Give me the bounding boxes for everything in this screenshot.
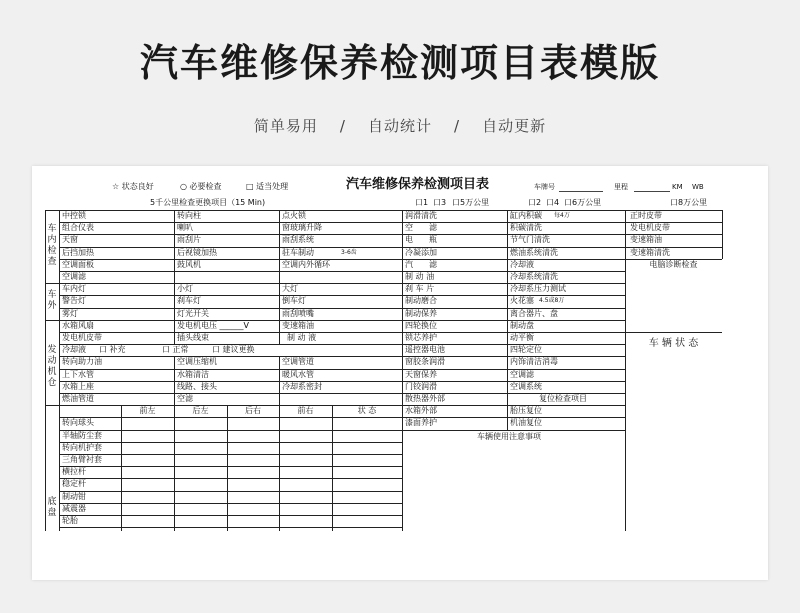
grid-line (279, 259, 280, 271)
inspection-item: 水箱外部 (405, 406, 437, 416)
chassis-item: 轮胎 (62, 516, 78, 525)
mileage-field[interactable] (634, 191, 670, 192)
grid-line (279, 283, 280, 295)
inspection-item: 窗胶条润滑 (405, 357, 445, 367)
wheel-header: 前右 (297, 406, 314, 416)
item-brake-fluid: 制 动 液 (287, 333, 317, 342)
inspection-item: 电 瓶 (405, 235, 437, 245)
legend-fix: □ 适当处理 (246, 182, 289, 191)
inspection-item: 内饰清洁消毒 (510, 357, 558, 367)
inspection-item: 制动盘 (510, 320, 534, 330)
grid-line (59, 417, 402, 418)
legend-good: ☆ 状态良好 (112, 182, 154, 191)
grid-line (174, 308, 175, 320)
inspection-item: 冷却液 (510, 259, 534, 269)
grid-line (174, 332, 175, 344)
grid-line (279, 356, 280, 368)
chassis-item: 半轴防尘套 (62, 430, 102, 440)
grid-line (279, 393, 280, 405)
form-sheet (32, 166, 768, 580)
grid-line (174, 405, 175, 531)
form-title: 汽车维修保养检测项目表 (346, 177, 490, 192)
tag-easy: 简单易用 (253, 117, 318, 135)
inspection-item: 正时皮带 (630, 211, 662, 220)
grid-line (174, 356, 175, 368)
subtitle (0, 115, 800, 136)
tag-auto-update: 自动更新 (482, 117, 547, 135)
section-exterior: 车外 (47, 290, 57, 312)
inspection-item: 空调管道 (282, 357, 314, 367)
grid-line (59, 295, 402, 296)
inspection-item: 发电机皮带 (630, 223, 670, 233)
grid-line (59, 259, 402, 260)
grid-line (59, 454, 402, 455)
grid-line (59, 503, 402, 504)
grid-line (59, 442, 402, 443)
grid-line (59, 332, 402, 333)
chassis-item: 转向机护套 (62, 442, 102, 452)
interval-option-50k[interactable]: 口5万公里 (452, 198, 490, 207)
diagnostic-label: 电脑诊断检查 (649, 259, 698, 269)
inspection-item: 空滤 (177, 394, 193, 403)
grid-line (174, 247, 175, 259)
grid-line (279, 234, 280, 246)
inspection-item: 锁芯养护 (405, 333, 437, 342)
inspection-item: 倒车灯 (282, 296, 306, 306)
chassis-item: 横拉杆 (62, 467, 86, 477)
interval-option-60k[interactable]: 口6万公里 (564, 198, 602, 207)
inspection-item: 变速箱油 (282, 320, 314, 330)
coolant-label: 冷却液 (62, 345, 86, 355)
wheel-header: 后左 (192, 406, 209, 416)
inspection-item: 大灯 (282, 284, 298, 294)
inspection-item: 中控锁 (62, 211, 86, 220)
grid-line (59, 356, 402, 357)
inspection-item: 空 滤 (405, 223, 437, 233)
inspection-item: 汽 滤 (405, 259, 437, 269)
inspection-item: 雨刮片 (177, 235, 201, 245)
interval-option-80k[interactable]: 口8万公里 (670, 198, 708, 207)
inspection-item: 刹 车 片 (405, 284, 435, 294)
reset-section-label: 复位检查项目 (539, 394, 587, 403)
inspection-item: 雨刮喷嘴 (282, 308, 314, 318)
interval-option-4[interactable]: 口4 (546, 198, 560, 207)
inspection-item: 雨刮系统 (282, 235, 314, 245)
grid-line (279, 308, 280, 320)
mileage-label: 里程 (614, 183, 628, 191)
inspection-item: 驻车制动 (282, 247, 314, 257)
grid-line (59, 393, 402, 394)
interval-option-1[interactable]: 口1 (415, 198, 429, 207)
grid-line (59, 466, 402, 467)
inspection-item: 天窗保养 (405, 369, 437, 379)
grid-line (174, 393, 175, 405)
chassis-item: 减震器 (62, 503, 86, 513)
inspection-item: 四轮换位 (405, 320, 437, 330)
inspection-item: 点火锁 (282, 211, 306, 220)
plate-field[interactable] (559, 191, 603, 192)
inspection-item: 缸内积碳 (510, 211, 542, 220)
wheel-header: 状 态 (357, 406, 377, 416)
inspection-item: 漆面养护 (405, 418, 437, 428)
inspection-item: 发电机皮带 (62, 333, 102, 342)
inspection-item: 空调滤 (62, 272, 86, 281)
inspection-item: 空调滤 (510, 369, 534, 379)
grid-line (174, 369, 175, 381)
grid-line (625, 430, 626, 532)
page-title: 汽车维修保养检测项目表模版 (139, 41, 660, 85)
inspection-item: 空调内外循环 (282, 259, 330, 269)
inspection-item: 冷却系压力测试 (510, 284, 566, 294)
interval-option-2[interactable]: 口2 (528, 198, 542, 207)
inspection-item: 空调系统 (510, 381, 542, 391)
grid-line (279, 381, 280, 393)
inspection-item: 暖风水管 (282, 369, 314, 379)
grid-line (332, 405, 333, 531)
grid-line (174, 271, 175, 283)
grid-line (279, 405, 280, 531)
inspection-item: 发电机电压 ______V (177, 320, 250, 330)
chassis-item: 稳定杆 (62, 479, 86, 489)
inspection-item: 燃油管道 (62, 394, 94, 403)
grid-line (174, 320, 175, 332)
inspection-item: 机油复位 (510, 418, 542, 428)
inspection-item: 灯光开关 (177, 308, 209, 318)
inspection-item: 警告灯 (62, 296, 86, 306)
inspection-item: 组合仪表 (62, 223, 94, 233)
grid-line (59, 515, 402, 516)
grid-line (227, 405, 228, 531)
grid-line (59, 381, 402, 382)
inspection-item: 四轮定位 (510, 345, 542, 355)
grid-line (279, 320, 280, 332)
inspection-item: 空调面板 (62, 259, 94, 269)
grid-line (279, 271, 280, 283)
inspection-item: 离合器片、盘 (510, 308, 558, 318)
inspection-item: 转向柱 (177, 211, 201, 220)
grid-line (174, 283, 175, 295)
inspection-item: 变速箱油 (630, 235, 662, 245)
inspection-item: 雾灯 (62, 308, 78, 318)
coolant-option-normal: 口 正常 (162, 345, 189, 355)
grid-line (59, 210, 60, 405)
grid-line (279, 247, 280, 259)
grid-line (174, 259, 175, 271)
inspection-item: 水箱上座 (62, 381, 94, 391)
coolant-option-add: 口 补充 (99, 345, 126, 355)
km-label: KM (672, 183, 683, 191)
grid-line (174, 222, 175, 234)
grid-line (45, 283, 402, 284)
grid-line (279, 295, 280, 307)
grid-line (45, 210, 402, 211)
wheel-header: 前左 (139, 406, 156, 416)
grid-line (59, 234, 402, 235)
inspection-item: 后视镜加热 (177, 247, 217, 257)
inspection-item: 制动磨合 (405, 296, 437, 306)
inspection-item: 转向助力油 (62, 357, 102, 367)
inspection-item: 后挡加热 (62, 247, 94, 257)
inspection-item: 鼓风机 (177, 259, 201, 269)
inspection-item: 散热器外部 (405, 394, 445, 403)
wheel-header: 后右 (245, 406, 261, 416)
inspection-item: 胎压复位 (510, 406, 542, 416)
inspection-item: 喇叭 (177, 223, 193, 233)
grid-line (174, 295, 175, 307)
grid-line (625, 332, 722, 333)
carbon-note: 每4万 (554, 212, 570, 219)
inspection-item: 刹车灯 (177, 296, 201, 306)
inspection-item: 润滑清洗 (405, 211, 437, 220)
inspection-item: 积碳清洗 (510, 223, 542, 233)
chassis-item: 制动钳 (62, 491, 86, 501)
inspection-item: 小灯 (177, 284, 193, 294)
chassis-item: 转向球头 (62, 418, 94, 428)
grid-line (174, 210, 175, 222)
inspection-item: 水箱风扇 (62, 320, 94, 330)
section-interior: 车内检查 (47, 224, 57, 267)
inspection-item: 冷却系统清洗 (510, 272, 558, 281)
inspection-item: 节气门清洗 (510, 235, 550, 245)
inspection-item: 上下水管 (62, 369, 94, 379)
grid-line (279, 210, 280, 222)
inspection-item: 动平衡 (510, 333, 534, 342)
vehicle-status-label: 车 辆 状 态 (648, 338, 699, 349)
grid-line (174, 234, 175, 246)
grid-line (59, 222, 402, 223)
grid-line (279, 332, 280, 344)
inspection-item: 火花塞 (510, 296, 534, 306)
grid-line (279, 369, 280, 381)
grid-line (59, 491, 402, 492)
grid-line (59, 478, 402, 479)
inspection-item: 燃油系统清洗 (510, 247, 558, 257)
grid-line (59, 527, 402, 528)
chassis-item: 三角臂衬套 (62, 455, 102, 464)
coolant-option-replace: 口 建议更换 (212, 345, 255, 355)
interval-option-3[interactable]: 口3 (433, 198, 447, 207)
grid-line (722, 210, 723, 259)
tag-auto-stats: 自动统计 (367, 117, 432, 135)
inspection-item: 线路、接头 (177, 381, 217, 391)
grid-line (59, 405, 60, 531)
legend-check: ○ 必要检查 (180, 182, 222, 191)
inspection-item: 制动保养 (405, 308, 437, 318)
grid-line (59, 369, 402, 370)
plate-label: 车牌号 (534, 183, 555, 191)
tag-separator: / (454, 117, 461, 135)
tag-separator: / (339, 117, 346, 135)
inspection-item: 门铰润滑 (405, 381, 437, 391)
grid-line (625, 210, 626, 430)
inspection-item: 冷凝添加 (405, 247, 437, 257)
grid-line (402, 405, 403, 531)
inspection-item: 遥控器电池 (405, 345, 445, 355)
wb-label: WB (692, 183, 704, 191)
notes-label: 车辆使用注意事项 (477, 431, 541, 441)
inspection-item: 水箱清洁 (177, 369, 209, 379)
grid-line (121, 405, 122, 531)
interval-label: 5千公里检查更换项目（15 Min) (150, 198, 266, 207)
inspection-item: 制 动 油 (405, 272, 435, 281)
inspection-item: 空调压缩机 (177, 357, 217, 367)
inspection-item: 插头线束 (177, 333, 209, 342)
inspection-item: 天窗 (62, 235, 78, 245)
parking-note: 3-6齿 (341, 248, 357, 256)
grid-line (59, 308, 402, 309)
grid-line (59, 430, 402, 431)
inspection-item: 车内灯 (62, 284, 86, 294)
grid-line (174, 381, 175, 393)
inspection-item: 变速箱清洗 (630, 247, 670, 257)
section-engine: 发动机仓 (47, 344, 57, 388)
grid-line (279, 222, 280, 234)
inspection-item: 冷却系密封 (282, 381, 322, 391)
spark-plug-note: 4.5或8万 (539, 297, 565, 305)
grid-line (507, 210, 508, 430)
inspection-item: 窗玻璃升降 (282, 223, 322, 233)
grid-line (59, 271, 402, 272)
section-chassis: 底盘 (47, 497, 57, 519)
